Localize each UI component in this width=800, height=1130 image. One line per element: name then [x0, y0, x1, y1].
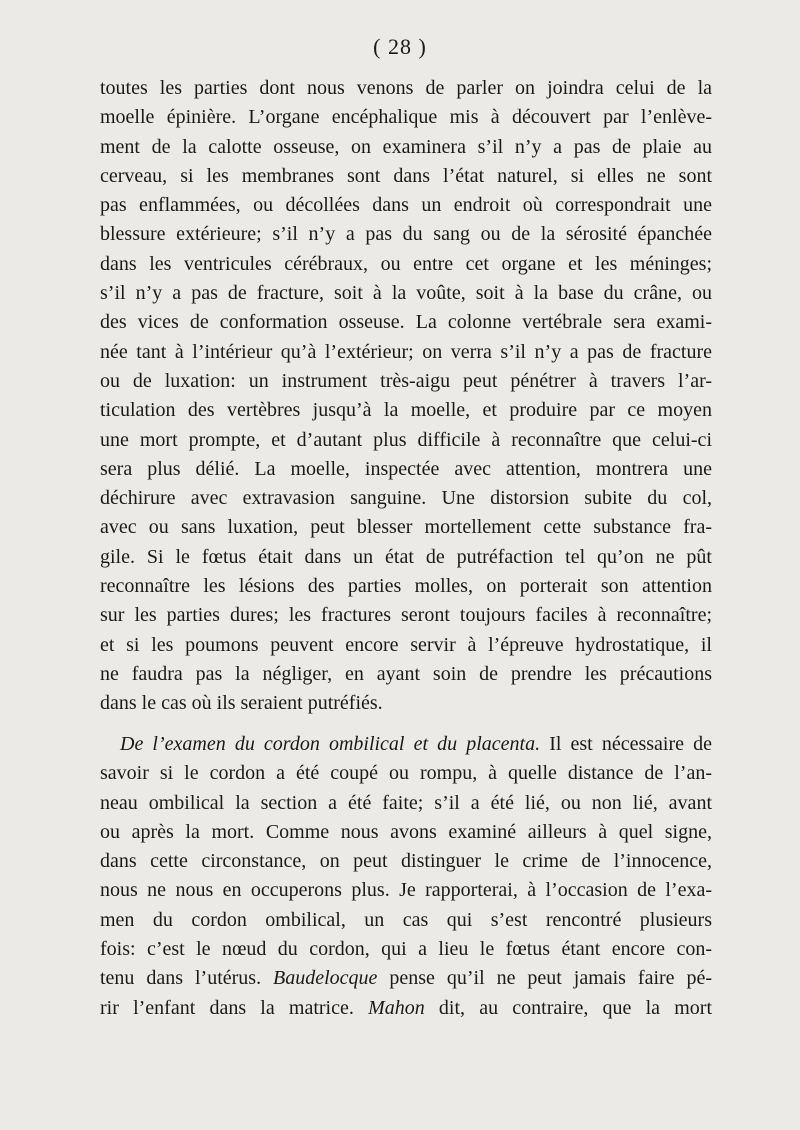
section-heading: De l’examen du cordon ombilical et du placenta. [120, 733, 541, 755]
text-line: sur les parties dures; les fractures seront toujours faciles à reconnaître; [100, 604, 712, 627]
text-line: toutes les parties dont nous venons de parler on joindra celui de la [100, 77, 712, 99]
author-name: Mahon [368, 996, 425, 1019]
text-line: dans le cas où ils seraient putréfiés. [100, 692, 383, 715]
text-line: fois: c’est le nœud du cordon, qui a lieu le fœtus étant encore con- [100, 938, 712, 961]
author-name: Baudelocque [273, 967, 378, 990]
text-line: avec ou sans luxation, peut blesser mortellement cette substance fra- [100, 516, 712, 539]
text-line: savoir si le cordon a été coupé ou rompu, à quelle distance de l’an- [100, 762, 712, 785]
text-line: gile. Si le fœtus était dans un état de putréfaction tel qu’on ne pût [100, 545, 712, 568]
text-line: dans les ventricules cérébraux, ou entre cet organe et les méninges; [100, 252, 712, 275]
text-line [100, 994, 712, 1023]
text-line: moelle épinière. L’organe encéphalique mis à découvert par l’enlève- [100, 106, 712, 129]
text-line: ticulation des vertèbres jusqu’à la moelle, et produire par ce moyen [100, 399, 712, 422]
paragraph-1 [100, 74, 712, 719]
text-line: reconnaître les lésions des parties molles, on porterait son attention [100, 575, 712, 598]
text-line: dans cette circonstance, on peut distinguer le crime de l’innocence, [100, 850, 712, 873]
text-line: men du cordon ombilical, un cas qui s’est rencontré plusieurs [100, 908, 712, 931]
text-fragment: rir l’enfant dans la matrice. [100, 996, 369, 1019]
text-line: ne faudra pas la négliger, en ayant soin de prendre les précautions [100, 662, 712, 685]
text-line: ou après la mort. Comme nous avons examiné ailleurs à quel signe, [100, 820, 712, 843]
text-fragment: dit, au contraire, que la mort [424, 996, 712, 1019]
section-heading-line [100, 730, 712, 759]
text-line: blessure extérieure; s’il n’y a pas du sang ou de la sérosité épanchée [100, 223, 712, 246]
text-line: s’il n’y a pas de fracture, soit à la voûte, soit à la base du crâne, ou [100, 282, 712, 305]
text-fragment: pense qu’il ne peut jamais faire pé- [377, 967, 713, 990]
page-number: ( 28 ) [373, 34, 427, 59]
text-line: neau ombilical la section a été faite; s’il a été lié, ou non lié, avant [100, 791, 712, 814]
text-line: nous ne nous en occuperons plus. Je rapporterai, à l’occasion de l’exa- [100, 879, 712, 902]
paragraph-2 [100, 730, 712, 1023]
text-line: et si les poumons peuvent encore servir à l’épreuve hydrostatique, il [100, 633, 712, 656]
text-fragment: tenu dans l’utérus. [100, 967, 262, 990]
text-line: pas enflammées, ou décollées dans un endroit où correspondrait une [100, 194, 712, 217]
text-line: sera plus délié. La moelle, inspectée avec attention, montrera une [100, 457, 712, 480]
text-line: déchirure avec extravasion sanguine. Une distorsion subite du col, [100, 487, 712, 510]
text-line: ment de la calotte osseuse, on examinera s’il n’y a pas de plaie au [100, 135, 712, 158]
text-line: née tant à l’intérieur qu’à l’extérieur; on verra s’il n’y a pas de fracture [100, 340, 712, 363]
text-line [100, 964, 712, 993]
text-fragment: Il est nécessaire de [540, 733, 712, 755]
text-line: ou de luxation: un instrument très-aigu peut pénétrer à travers l’ar- [100, 369, 712, 392]
text-line: des vices de conformation osseuse. La colonne vertébrale sera exami- [100, 311, 712, 334]
text-line: cerveau, si les membranes sont dans l’état naturel, si elles ne sont [100, 164, 712, 187]
text-line: une mort prompte, et d’autant plus difficile à reconnaître que celui-ci [100, 428, 712, 451]
